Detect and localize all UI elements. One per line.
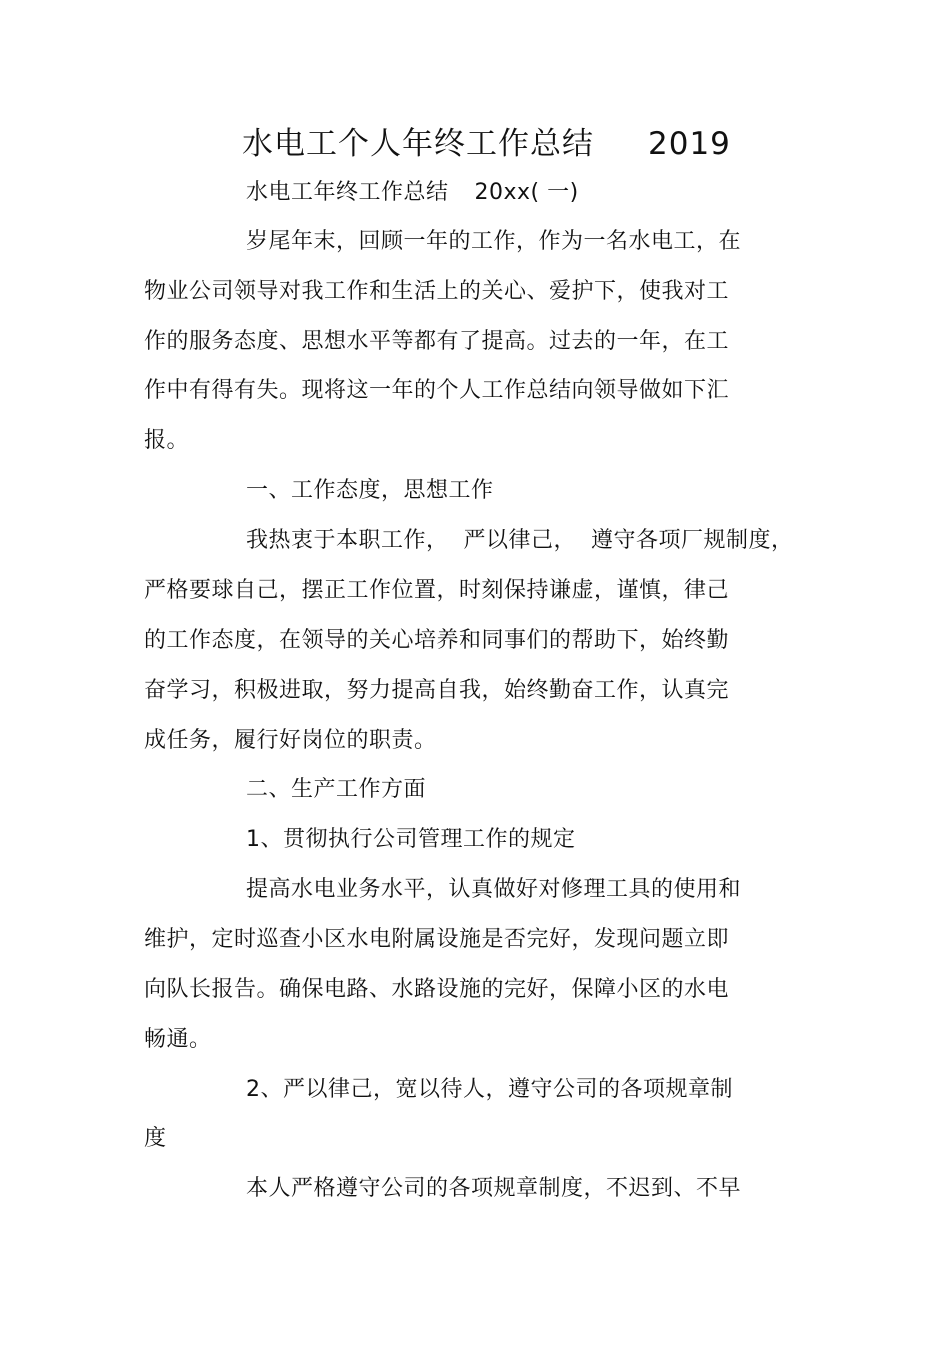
paragraph-line: 维护，定时巡查小区水电附属设施是否完好，发现问题立即 xyxy=(144,927,730,952)
paragraph-line: 奋学习，积极进取，努力提高自我，始终勤奋工作，认真完 xyxy=(144,678,730,703)
section-heading: 二、生产工作方面 xyxy=(246,777,427,802)
paragraph-line: 严格要球自己，摆正工作位置，时刻保持谦虚，谨慎，律己 xyxy=(144,578,730,603)
paragraph-line: 我热衷于本职工作， 严以律己， 遵守各项厂规制度， xyxy=(246,528,794,553)
paragraph-line: 成任务，履行好岗位的职责。 xyxy=(144,728,437,753)
document-title xyxy=(242,124,731,164)
paragraph-line: 度 xyxy=(144,1126,167,1151)
paragraph-line: 向队长报告。确保电路、水路设施的完好，保障小区的水电 xyxy=(144,977,730,1002)
subtitle-text: 水电工年终工作总结 xyxy=(246,180,449,205)
paragraph-line: 提高水电业务水平，认真做好对修理工具的使用和 xyxy=(246,877,742,902)
paragraph-line: 报。 xyxy=(144,428,190,453)
title-year: 2019 xyxy=(648,126,731,162)
paragraph-line: 畅通。 xyxy=(144,1027,212,1052)
paragraph-line: 本人严格遵守公司的各项规章制度，不迟到、不早 xyxy=(246,1176,742,1201)
subtitle-suffix: 20xx( 一) xyxy=(474,180,579,205)
section-heading: 一、工作态度，思想工作 xyxy=(246,478,494,503)
paragraph-line: 的工作态度，在领导的关心培养和同事们的帮助下，始终勤 xyxy=(144,628,730,653)
subsection-heading: 2、严以律己，宽以待人，遵守公司的各项规章制 xyxy=(246,1077,733,1102)
document-subtitle xyxy=(246,178,579,208)
paragraph-line: 作的服务态度、思想水平等都有了提高。过去的一年，在工 xyxy=(144,329,730,354)
subsection-heading: 1、贯彻执行公司管理工作的规定 xyxy=(246,827,576,852)
title-text: 水电工个人年终工作总结 xyxy=(242,126,594,162)
paragraph-line: 物业公司领导对我工作和生活上的关心、爱护下，使我对工 xyxy=(144,279,730,304)
paragraph-line: 作中有得有失。现将这一年的个人工作总结向领导做如下汇 xyxy=(144,378,730,403)
paragraph-line: 岁尾年末，回顾一年的工作，作为一名水电工，在 xyxy=(246,229,742,254)
